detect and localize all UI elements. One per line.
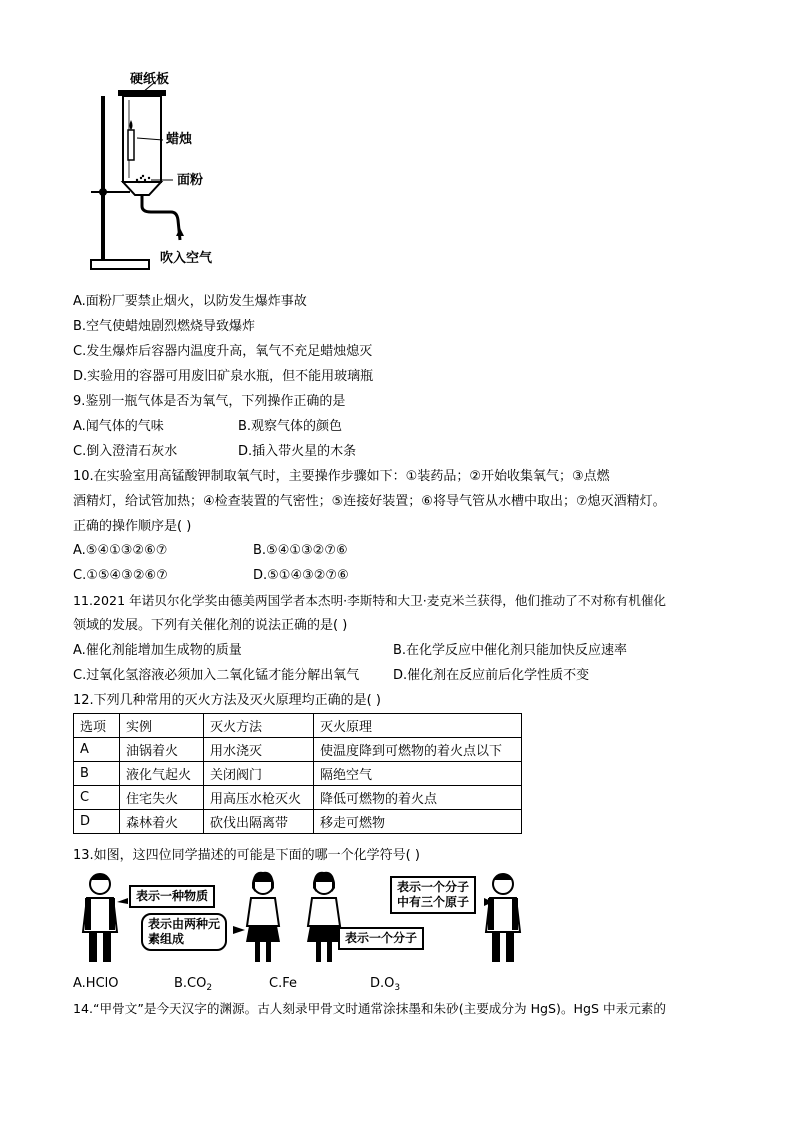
stand-pole xyxy=(101,96,105,261)
table-row xyxy=(74,786,522,810)
q13-option-d-text: D.O xyxy=(370,976,395,991)
bubble-line: 表示由两种元 xyxy=(148,917,221,931)
table-cell: 森林着火 xyxy=(120,810,204,834)
speech-bubble-one-molecule: 表示一个分子 xyxy=(338,927,424,950)
table-cell: 住宅失火 xyxy=(120,786,204,810)
flour-explosion-apparatus-figure xyxy=(85,70,235,275)
table-cell: 砍伐出隔离带 xyxy=(204,810,314,834)
q11-stem-line2: 领域的发展。下列有关催化剂的说法正确的是( ) xyxy=(73,618,348,633)
bubble-line: 中有三个原子 xyxy=(397,895,470,909)
q13-option-b-subscript: 2 xyxy=(206,983,213,993)
label-candle: 蜡烛 xyxy=(166,132,193,147)
q10-option-a: A.⑤④①③②⑥⑦ xyxy=(73,543,168,558)
q9-option-a: A.闻气体的气味 xyxy=(73,419,164,434)
q12-stem: 12.下列几种常用的灭火方法及灭火原理均正确的是( ) xyxy=(73,693,381,708)
speech-bubble-substance: 表示一种物质 xyxy=(129,885,215,908)
q13-option-a: A.HClO xyxy=(73,976,119,991)
table-header-cell: 灭火原理 xyxy=(314,714,522,738)
q11-option-d: D.催化剂在反应前后化学性质不变 xyxy=(393,668,590,683)
q9-stem: 9.鉴别一瓶气体是否为氧气，下列操作正确的是 xyxy=(73,394,346,409)
speech-bubble-three-atoms xyxy=(390,876,476,914)
table-cell: 用水浇灭 xyxy=(204,738,314,762)
table-row xyxy=(74,762,522,786)
label-air: 吹入空气 xyxy=(160,251,213,266)
stand-base xyxy=(91,260,149,269)
table-cell: 隔绝空气 xyxy=(314,762,522,786)
student-3-illustration xyxy=(307,872,341,962)
q13-option-b xyxy=(174,975,212,993)
label-flour: 面粉 xyxy=(177,173,204,188)
q8-option-b: B.空气使蜡烛剧烈燃烧导致爆炸 xyxy=(73,319,256,334)
student-4-illustration xyxy=(486,874,520,962)
q11-stem-line1: 11.2021 年诺贝尔化学奖由德美两国学者本杰明·李斯特和大卫·麦克米兰获得，他们推动了不对称有机催化 xyxy=(73,593,667,608)
q10-stem-line2: 酒精灯，给试管加热；④检查装置的气密性；⑤连接好装置；⑥将导气管从水槽中取出；⑦熄灭酒精灯。 xyxy=(73,494,666,509)
table-cell: 油锅着火 xyxy=(120,738,204,762)
label-cardboard: 硬纸板 xyxy=(130,72,170,87)
fire-extinguishing-table xyxy=(73,713,522,834)
table-cell: 液化气起火 xyxy=(120,762,204,786)
table-header-row xyxy=(74,714,522,738)
student-1-illustration xyxy=(83,874,117,962)
student-2-illustration xyxy=(246,872,280,962)
q11-option-a: A.催化剂能增加生成物的质量 xyxy=(73,643,242,658)
q10-option-b: B.⑤④①③②⑦⑥ xyxy=(253,543,348,558)
q14-stem-line1: 14.“甲骨文”是今天汉字的渊源。古人刻录甲骨文时通常涂抹墨和朱砂(主要成分为 HgS)。HgS 中汞元素的 xyxy=(73,1001,666,1016)
table-cell: 移走可燃物 xyxy=(314,810,522,834)
table-cell: B xyxy=(74,762,120,786)
table-row xyxy=(74,738,522,762)
table-header-cell: 选项 xyxy=(74,714,120,738)
candle xyxy=(128,130,134,160)
table-cell: A xyxy=(74,738,120,762)
q10-option-c: C.①⑤④③②⑥⑦ xyxy=(73,568,168,583)
q10-stem-line3: 正确的操作顺序是( ) xyxy=(73,519,192,534)
table-header-cell: 实例 xyxy=(120,714,204,738)
q13-option-c: C.Fe xyxy=(269,976,297,991)
q11-option-b: B.在化学反应中催化剂只能加快反应速率 xyxy=(393,643,628,658)
q9-option-d: D.插入带火星的木条 xyxy=(238,444,357,459)
table-cell: D xyxy=(74,810,120,834)
q13-option-d-subscript: 3 xyxy=(394,983,401,993)
q9-option-c: C.倒入澄清石灰水 xyxy=(73,444,178,459)
table-cell: 降低可燃物的着火点 xyxy=(314,786,522,810)
table-header-cell: 灭火方法 xyxy=(204,714,314,738)
table-cell: 关闭阀门 xyxy=(204,762,314,786)
table-cell: C xyxy=(74,786,120,810)
q10-option-d: D.⑤①④③②⑦⑥ xyxy=(253,568,349,583)
table-row xyxy=(74,810,522,834)
q8-option-c: C.发生爆炸后容器内温度升高，氧气不充足蜡烛熄灭 xyxy=(73,344,373,359)
bubble-line: 素组成 xyxy=(148,932,185,946)
speech-bubble-two-elements xyxy=(141,913,227,951)
table-cell: 用高压水枪灭火 xyxy=(204,786,314,810)
q8-option-a: A.面粉厂要禁止烟火，以防发生爆炸事故 xyxy=(73,294,307,309)
q13-stem: 13.如图，这四位同学描述的可能是下面的哪一个化学符号( ) xyxy=(73,848,420,863)
q8-option-d: D.实验用的容器可用废旧矿泉水瓶，但不能用玻璃瓶 xyxy=(73,369,374,384)
q13-option-b-text: B.CO xyxy=(174,976,207,991)
table-cell: 使温度降到可燃物的着火点以下 xyxy=(314,738,522,762)
bubble-line: 表示一个分子 xyxy=(397,880,470,894)
q9-option-b: B.观察气体的颜色 xyxy=(238,419,343,434)
q13-option-d xyxy=(370,975,400,993)
q11-option-c: C.过氧化氢溶液必须加入二氧化锰才能分解出氧气 xyxy=(73,668,360,683)
q10-stem-line1: 10.在实验室用高锰酸钾制取氧气时，主要操作步骤如下：①装药品；②开始收集氧气；③点燃 xyxy=(73,469,610,484)
